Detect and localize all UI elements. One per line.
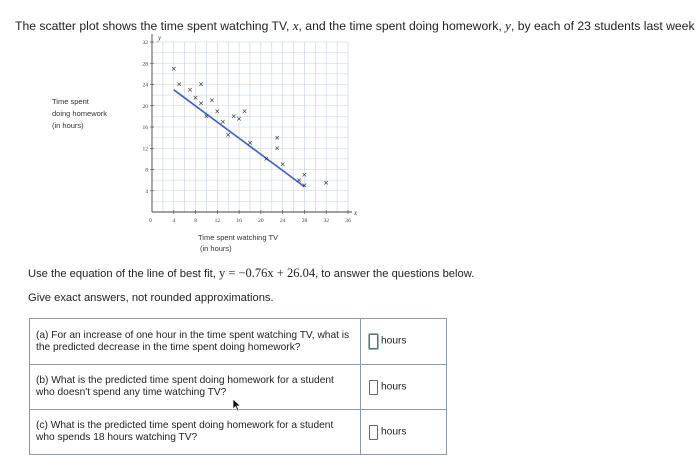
scatter-point: × — [176, 80, 183, 89]
exact-answer-note: Give exact answers, not rounded approximations. — [28, 292, 274, 304]
y-axis-symbol: y — [158, 34, 162, 42]
chart-y-axis-label — [52, 96, 107, 132]
x-label-line-1: Time spent watching TV — [198, 233, 279, 242]
intro-y-variable: y — [505, 18, 511, 33]
scatter-point: × — [274, 133, 281, 142]
y-tick-label: 28 — [142, 61, 148, 68]
question-row — [30, 410, 447, 455]
scatter-point: × — [274, 144, 281, 153]
x-tick-label: 16 — [236, 218, 242, 224]
scatter-point: × — [198, 99, 204, 108]
x-label-line-2: (in hours) — [200, 244, 232, 253]
instruction-suffix: , to answer the questions below. — [315, 268, 475, 280]
instruction-text — [28, 266, 474, 281]
scatter-point: × — [203, 112, 210, 121]
answer-c-unit: hours — [381, 426, 407, 437]
question-b-text: (b) What is the predicted time spent doing homework for a student who doesn't spend any time watching TV? — [30, 365, 361, 410]
chart-x-axis-label — [198, 232, 278, 254]
y-tick-label: 12 — [142, 146, 148, 153]
scatter-point: × — [236, 115, 243, 124]
x-tick-label: 12 — [214, 218, 221, 224]
x-tick-label: 24 — [279, 218, 286, 224]
scatter-point: × — [225, 131, 232, 140]
scatter-plot — [130, 28, 358, 224]
intro-suffix: , by each of 23 students last week — [510, 19, 695, 33]
x-tick-label: 32 — [323, 218, 329, 224]
scatter-point: × — [198, 80, 204, 89]
instruction-prefix: Use the equation of the line of best fit, — [28, 268, 219, 280]
y-label-line-1: Time spent — [52, 97, 89, 106]
question-a-text: (a) For an increase of one hour in the time spent watching TV, what is the predicted decrease in the time spent doing homework? — [30, 319, 361, 365]
origin-tick-label: 0 — [149, 218, 152, 224]
scatter-point: × — [241, 107, 248, 116]
answer-a-unit: hours — [381, 335, 407, 347]
x-tick-label: 8 — [194, 218, 197, 224]
y-tick-label: 16 — [142, 125, 148, 131]
answer-b-unit: hours — [381, 381, 407, 392]
intro-x-variable: x — [292, 18, 299, 33]
y-tick-label: 20 — [142, 103, 148, 110]
x-tick-label: 4 — [172, 218, 176, 224]
scatter-point: × — [247, 139, 253, 148]
scatter-point: × — [301, 171, 308, 180]
scatter-point: × — [279, 160, 286, 169]
y-tick-label: 4 — [145, 188, 148, 195]
x-tick-label: 28 — [301, 218, 308, 224]
y-label-line-3: (in hours) — [52, 121, 84, 130]
scatter-point: × — [187, 86, 194, 95]
answer-a-input[interactable] — [369, 334, 378, 349]
y-tick-label: 8 — [145, 167, 148, 174]
scatter-point: × — [263, 155, 270, 164]
questions-table — [29, 318, 447, 455]
scatter-point: × — [323, 178, 330, 187]
best-fit-equation: y = −0.76x + 26.04 — [218, 266, 316, 280]
scatter-point: × — [230, 112, 237, 121]
scatter-point: × — [170, 64, 177, 73]
scatter-point: × — [301, 181, 308, 190]
x-tick-label: 36 — [345, 218, 351, 224]
answer-b-cell — [361, 365, 447, 410]
y-tick-label: 32 — [142, 40, 148, 46]
question-c-text: (c) What is the predicted time spent doing homework for a student who spends 18 hours watching TV? — [30, 410, 361, 455]
scatter-point: × — [219, 117, 226, 126]
intro-mid: , and the time spent doing homework, — [298, 19, 506, 33]
scatter-point: × — [296, 176, 302, 185]
question-row — [30, 319, 447, 365]
scatter-point: × — [214, 107, 221, 116]
intro-prefix: The scatter plot shows the time spent watching TV, — [15, 19, 293, 33]
answer-c-cell — [361, 410, 447, 455]
mouse-cursor-icon — [232, 398, 242, 412]
scatter-point: × — [208, 96, 215, 105]
answer-b-input[interactable] — [369, 380, 378, 395]
answer-c-input[interactable] — [369, 425, 378, 440]
y-label-line-2: doing homework — [52, 109, 108, 118]
scatter-point: × — [192, 93, 199, 102]
answer-a-cell — [361, 319, 447, 365]
x-tick-label: 20 — [258, 218, 264, 224]
y-tick-label: 24 — [142, 82, 148, 89]
x-axis-symbol: x — [354, 209, 358, 217]
